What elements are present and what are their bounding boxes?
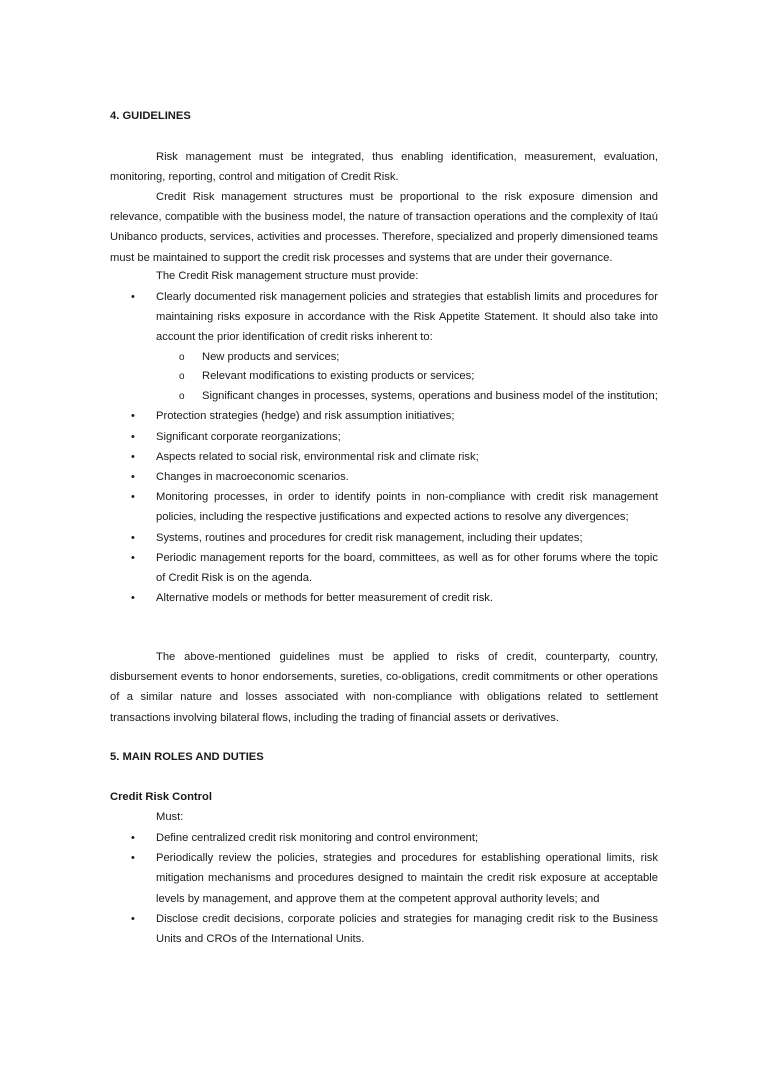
bullet-icon: • [131, 852, 135, 865]
sub-list-item [110, 367, 658, 387]
bullet-icon: • [131, 410, 135, 423]
bullet-icon: • [131, 471, 135, 483]
bullet-icon: • [131, 291, 135, 303]
list-item-text: Alternative models or methods for better measurement of credit risk. [156, 592, 494, 605]
list-item [110, 406, 658, 426]
sub-bullet-list [110, 348, 658, 407]
sub-list-item-text: Significant changes in processes, systems, operations and business model of the institution; [202, 389, 658, 402]
list-item-text: Define centralized credit risk monitoring and control environment; [156, 832, 479, 844]
list-item [110, 548, 658, 588]
list-item [110, 467, 658, 487]
section-5-heading: 5. MAIN ROLES AND DUTIES [110, 751, 264, 763]
sub-list-item [110, 387, 658, 407]
bullet-icon: • [131, 592, 135, 605]
bullet-icon: • [131, 491, 135, 504]
guidelines-paragraph-1: Risk management must be integrated, thus enabling identification, measurement, evaluation, monitoring, reporting, control and mitigation of Credit Risk. [110, 151, 658, 184]
list-item [110, 528, 658, 548]
bullet-icon: • [131, 430, 135, 443]
list-item [110, 828, 658, 848]
list-item-text: Disclose credit decisions, corporate policies and strategies for managing credit risk to the Business Units and CROs of the International Units. [156, 912, 658, 946]
list-item [110, 588, 658, 608]
list-item-text: Monitoring processes, in order to identify points in non-compliance with credit risk management policies, including the respective justifications and expected actions to resolve any divergences; [156, 491, 658, 524]
list-item-text: Systems, routines and procedures for credit risk management, including their updates; [156, 531, 583, 544]
circle-bullet-icon: o [179, 390, 185, 402]
list-item [110, 287, 658, 348]
sub-list-item [110, 348, 658, 368]
list-item-text: Aspects related to social risk, environmental risk and climate risk; [156, 450, 479, 463]
circle-bullet-icon: o [179, 371, 185, 383]
bullet-icon: • [131, 531, 135, 544]
list-item [110, 427, 658, 447]
guidelines-paragraph-4: The above-mentioned guidelines must be applied to risks of credit, counterparty, country, disbursement events to honor endorsements, sureties, co-obligations, credit commitments or other operations of a similar nature and losses associated with non-compliance with obligations related to settlement transactions involving bilateral flows, including the trading of financial assets or derivatives. [110, 651, 658, 724]
guidelines-paragraph-3: The Credit Risk management structure must provide: [156, 270, 419, 282]
list-item-text: Periodically review the policies, strategies and procedures for establishing operational limits, risk mitigation mechanisms and procedures designed to maintain the credit risk exposure at acceptable levels by management, and approve them at the competent approval authority levels; and [156, 852, 658, 905]
must-label: Must: [156, 811, 184, 823]
bullet-icon: • [131, 832, 135, 844]
list-item [110, 909, 658, 949]
bullet-icon: • [131, 551, 135, 564]
guidelines-paragraph-2: Credit Risk management structures must be proportional to the risk exposure dimension and relevance, compatible with the business model, the nature of transaction operations and the complexity of Itaú Unibanco products, services, activities and processes. Therefore, specialized and properly dimensioned teams must be maintained to support the credit risk processes and systems that are under their governance. [110, 191, 658, 264]
sub-list-item-text: Relevant modifications to existing products or services; [202, 370, 475, 383]
sub-list-item-text: New products and services; [202, 350, 340, 363]
list-item-text: Periodic management reports for the board, committees, as well as for other forums where the topic of Credit Risk is on the agenda. [156, 551, 658, 585]
bullet-icon: • [131, 912, 135, 925]
circle-bullet-icon: o [179, 351, 185, 363]
list-item-text: Clearly documented risk management policies and strategies that establish limits and procedures for maintaining risks exposure in accordance with the Risk Appetite Statement. It should also take into account the prior identification of credit risks inherent to: [156, 291, 658, 344]
roles-bullet-list [110, 828, 658, 949]
list-item-text: Protection strategies (hedge) and risk assumption initiatives; [156, 410, 455, 423]
list-item-text: Significant corporate reorganizations; [156, 430, 341, 443]
list-item [110, 487, 658, 527]
list-item [110, 447, 658, 467]
bullet-icon: • [131, 450, 135, 463]
list-item [110, 848, 658, 909]
credit-risk-control-subheading: Credit Risk Control [110, 791, 212, 803]
section-4-heading: 4. GUIDELINES [110, 110, 191, 122]
list-item-text: Changes in macroeconomic scenarios. [156, 471, 349, 483]
guidelines-bullet-list [110, 287, 658, 608]
